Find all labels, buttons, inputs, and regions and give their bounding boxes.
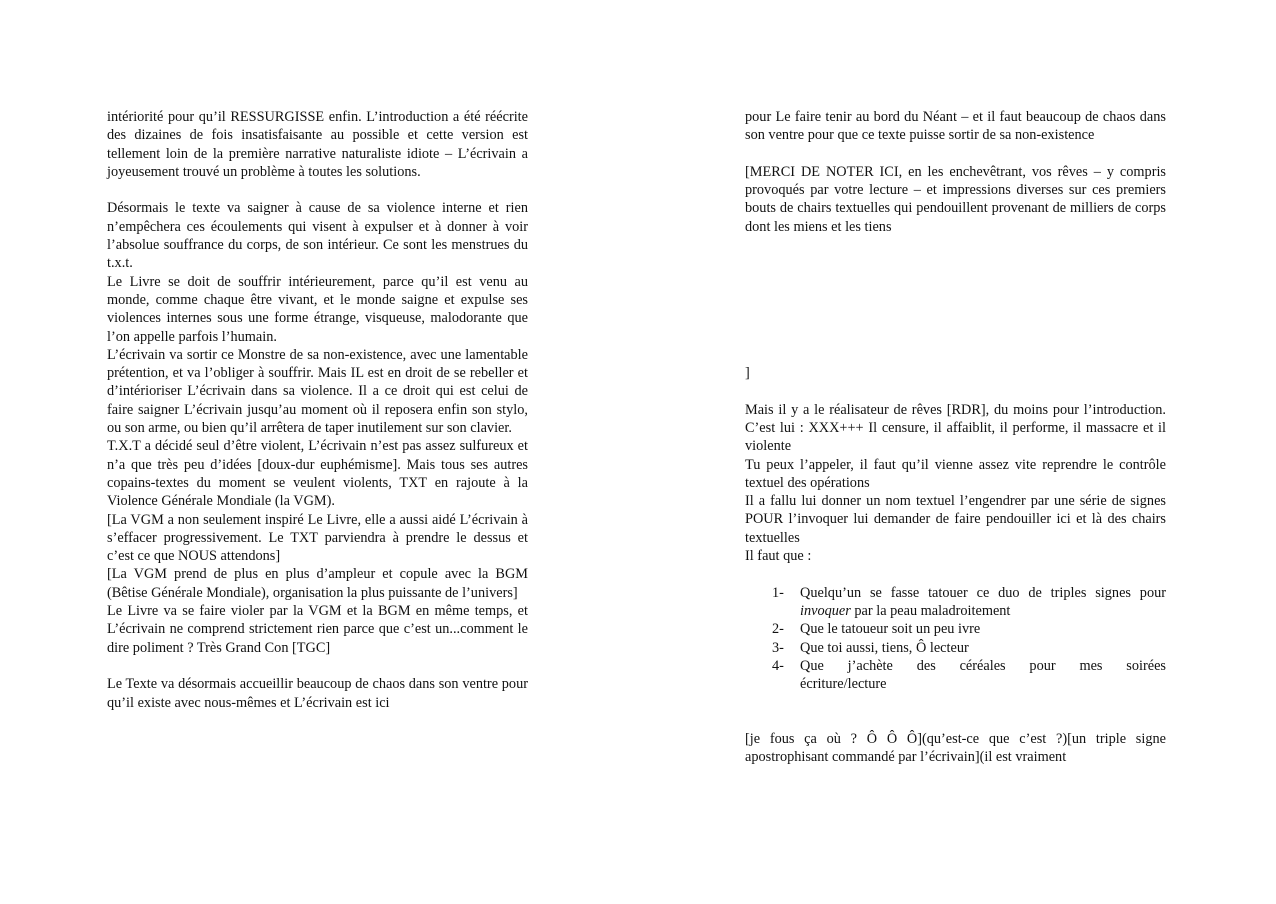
list-item: 4- Que j’achète des céréales pour mes soirées écriture/lecture (772, 657, 1166, 693)
note-blank-space (745, 236, 1166, 364)
paragraph: Il faut que : (745, 548, 812, 565)
numbered-list (745, 584, 1166, 694)
paragraph: Le Texte va désormais accueillir beaucoup de chaos dans son ventre pour qu’il existe avec nous-mêmes et L’écrivain est ici (107, 676, 528, 711)
paragraph: Le Livre se doit de souffrir intérieurement, parce qu’il est venu au monde, comme chaque être vivant, et le monde saigne et expulse ses violences internes sous une forme étrange, visqueuse, malodorante que l’on appelle parfois l’humain. (107, 273, 528, 345)
reader-note: [MERCI DE NOTER ICI, en les enchevêtrant, vos rêves – y compris provoqués par votre lecture – et impressions diverses sur ces premiers bouts de chairs textuelles qui pendouillent provenant de milliers de corps dont les miens et les tiens (745, 163, 1166, 235)
left-page (107, 108, 528, 712)
paragraph: Le Livre va se faire violer par la VGM et la BGM en même temps, et L’écrivain ne comprend strictement rien parce que c’est un...comment le dire poliment ? Très Grand Con [TGC] (107, 603, 528, 656)
paragraph: [La VGM a non seulement inspiré Le Livre, elle a aussi aidé L’écrivain à s’effacer progressivement. Le TXT parviendra à prendre le dessus et c’est ce que NOUS attendons] (107, 511, 528, 565)
paragraph: Désormais le texte va saigner à cause de sa violence interne et rien n’empêchera ces écoulements qui visent à expulser et à donner à voir l’absolue souffrance du corps, de son intérieur. Ce sont les menstrues du t.x.t. (107, 200, 528, 272)
paragraph: Mais il y a le réalisateur de rêves [RDR], du moins pour l’introduction. C’est lui : XXX+++ Il censure, il affaiblit, il performe, il massacre et il violente (745, 401, 1166, 455)
paragraph: L’écrivain va sortir ce Monstre de sa non-existence, avec une lamentable prétention, et va l’obliger à souffrir. Mais IL est en droit de se rebeller et d’intérioriser L’écrivain dans sa violence. Il a ce droit qui est celui de faire saigner L’écrivain jusqu’au moment où il reposera enfin son stylo, ou son arme, ou bien qu’il arrêtera de taper inutilement sur son clavier. (107, 346, 528, 437)
list-item: 1- Quelqu’un se fasse tatouer ce duo de triples signes pour invoquer par la peau maladroitement (772, 584, 1166, 619)
paragraph: T.X.T a décidé seul d’être violent, L’écrivain n’est pas assez sulfureux et n’a que très peu d’idées [doux-dur euphémisme]. Mais tous ses autres copains-textes du moment se veulent violents, TXT en rajoute à la Violence Générale Mondiale (la VGM). (107, 438, 528, 510)
list-item: 2- Que le tatoueur soit un peu ivre (772, 621, 981, 638)
paragraph: pour Le faire tenir au bord du Néant – et il faut beaucoup de chaos dans son ventre pour que ce texte puisse sortir de sa non-existence (745, 109, 1166, 144)
reader-note-close: ] (745, 365, 750, 382)
paragraph: Il a fallu lui donner un nom textuel l’engendrer par une série de signes POUR l’invoquer lui demander de faire pendouiller ici et là des chairs textuelles (745, 493, 1166, 546)
right-page (745, 108, 1166, 767)
paragraph: Tu peux l’appeler, il faut qu’il vienne assez vite reprendre le contrôle textuel des opérations (745, 456, 1166, 491)
paragraph: [je fous ça où ? Ô Ô Ô](qu’est-ce que c’est ?)[un triple signe apostrophisant commandé par l’écrivain](il est vraiment (745, 731, 1166, 766)
list-item: 3- Que toi aussi, tiens, Ô lecteur (772, 639, 969, 656)
paragraph: intériorité pour qu’il RESSURGISSE enfin. L’introduction a été réécrite des dizaines de fois insatisfaisante au possible et cette version est tellement loin de la première narrative naturaliste idiote – L’écrivain a joyeusement trouvé un problème à toutes les solutions. (107, 109, 528, 180)
paragraph: [La VGM prend de plus en plus d’ampleur et copule avec la BGM (Bêtise Générale Mondiale), organisation la plus puissante de l’univers] (107, 566, 528, 601)
